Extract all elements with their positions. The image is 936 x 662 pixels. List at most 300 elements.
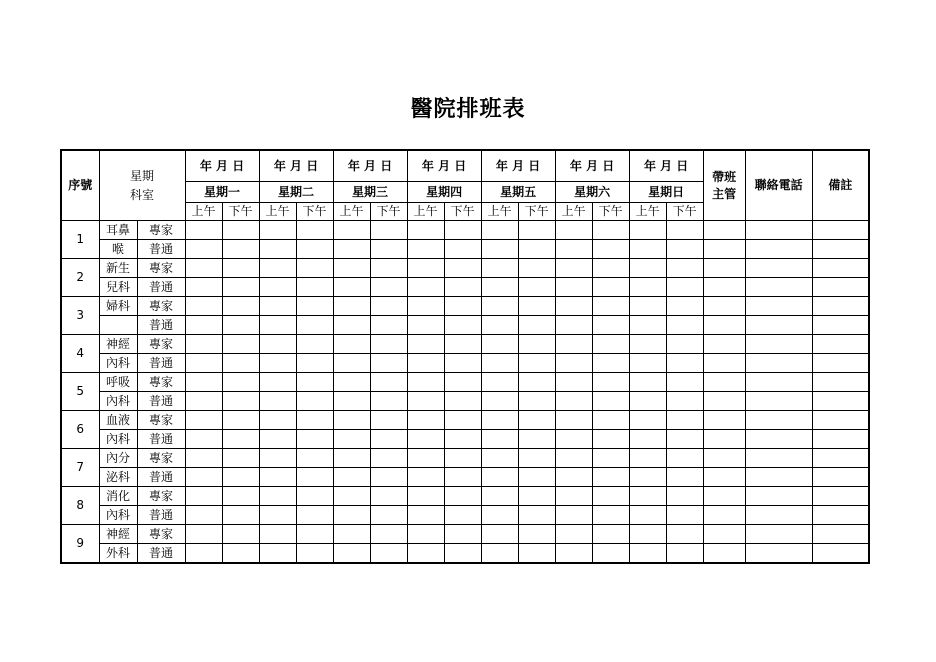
shift-cell[interactable] <box>185 354 222 373</box>
shift-cell[interactable] <box>666 506 703 525</box>
shift-cell[interactable] <box>259 297 296 316</box>
shift-cell[interactable] <box>666 278 703 297</box>
shift-cell[interactable] <box>481 411 518 430</box>
shift-cell[interactable] <box>222 316 259 335</box>
shift-cell[interactable] <box>555 278 592 297</box>
notes-cell[interactable] <box>812 468 869 487</box>
shift-cell[interactable] <box>333 449 370 468</box>
shift-cell[interactable] <box>259 278 296 297</box>
shift-cell[interactable] <box>629 506 666 525</box>
notes-cell[interactable] <box>812 259 869 278</box>
shift-cell[interactable] <box>555 468 592 487</box>
shift-cell[interactable] <box>407 411 444 430</box>
notes-cell[interactable] <box>812 373 869 392</box>
supervisor-cell[interactable] <box>703 392 745 411</box>
phone-cell[interactable] <box>745 449 812 468</box>
notes-cell[interactable] <box>812 221 869 240</box>
shift-cell[interactable] <box>592 259 629 278</box>
shift-cell[interactable] <box>185 525 222 544</box>
shift-cell[interactable] <box>444 297 481 316</box>
phone-cell[interactable] <box>745 221 812 240</box>
shift-cell[interactable] <box>592 544 629 564</box>
shift-cell[interactable] <box>592 354 629 373</box>
shift-cell[interactable] <box>259 430 296 449</box>
shift-cell[interactable] <box>518 335 555 354</box>
shift-cell[interactable] <box>370 525 407 544</box>
shift-cell[interactable] <box>185 373 222 392</box>
shift-cell[interactable] <box>259 468 296 487</box>
shift-cell[interactable] <box>333 506 370 525</box>
shift-cell[interactable] <box>370 259 407 278</box>
shift-cell[interactable] <box>407 278 444 297</box>
shift-cell[interactable] <box>592 392 629 411</box>
shift-cell[interactable] <box>481 221 518 240</box>
notes-cell[interactable] <box>812 297 869 316</box>
shift-cell[interactable] <box>518 316 555 335</box>
shift-cell[interactable] <box>518 506 555 525</box>
phone-cell[interactable] <box>745 354 812 373</box>
shift-cell[interactable] <box>481 525 518 544</box>
shift-cell[interactable] <box>666 297 703 316</box>
shift-cell[interactable] <box>333 240 370 259</box>
phone-cell[interactable] <box>745 240 812 259</box>
shift-cell[interactable] <box>666 221 703 240</box>
shift-cell[interactable] <box>629 221 666 240</box>
shift-cell[interactable] <box>666 316 703 335</box>
shift-cell[interactable] <box>666 468 703 487</box>
supervisor-cell[interactable] <box>703 316 745 335</box>
shift-cell[interactable] <box>259 316 296 335</box>
notes-cell[interactable] <box>812 316 869 335</box>
shift-cell[interactable] <box>518 544 555 564</box>
shift-cell[interactable] <box>296 525 333 544</box>
shift-cell[interactable] <box>259 544 296 564</box>
notes-cell[interactable] <box>812 335 869 354</box>
shift-cell[interactable] <box>629 240 666 259</box>
shift-cell[interactable] <box>666 544 703 564</box>
supervisor-cell[interactable] <box>703 259 745 278</box>
shift-cell[interactable] <box>370 449 407 468</box>
phone-cell[interactable] <box>745 430 812 449</box>
shift-cell[interactable] <box>296 259 333 278</box>
shift-cell[interactable] <box>222 392 259 411</box>
shift-cell[interactable] <box>592 240 629 259</box>
notes-cell[interactable] <box>812 487 869 506</box>
shift-cell[interactable] <box>481 449 518 468</box>
phone-cell[interactable] <box>745 525 812 544</box>
shift-cell[interactable] <box>481 430 518 449</box>
shift-cell[interactable] <box>296 506 333 525</box>
shift-cell[interactable] <box>444 259 481 278</box>
shift-cell[interactable] <box>592 506 629 525</box>
shift-cell[interactable] <box>222 259 259 278</box>
shift-cell[interactable] <box>185 449 222 468</box>
shift-cell[interactable] <box>259 373 296 392</box>
shift-cell[interactable] <box>629 525 666 544</box>
shift-cell[interactable] <box>555 373 592 392</box>
shift-cell[interactable] <box>555 430 592 449</box>
notes-cell[interactable] <box>812 392 869 411</box>
shift-cell[interactable] <box>444 240 481 259</box>
shift-cell[interactable] <box>259 449 296 468</box>
shift-cell[interactable] <box>555 525 592 544</box>
shift-cell[interactable] <box>259 240 296 259</box>
shift-cell[interactable] <box>222 278 259 297</box>
shift-cell[interactable] <box>333 544 370 564</box>
shift-cell[interactable] <box>666 411 703 430</box>
shift-cell[interactable] <box>481 506 518 525</box>
shift-cell[interactable] <box>592 468 629 487</box>
shift-cell[interactable] <box>222 487 259 506</box>
shift-cell[interactable] <box>333 487 370 506</box>
phone-cell[interactable] <box>745 544 812 564</box>
shift-cell[interactable] <box>555 259 592 278</box>
shift-cell[interactable] <box>481 487 518 506</box>
shift-cell[interactable] <box>555 411 592 430</box>
shift-cell[interactable] <box>222 411 259 430</box>
shift-cell[interactable] <box>555 240 592 259</box>
shift-cell[interactable] <box>296 487 333 506</box>
shift-cell[interactable] <box>407 316 444 335</box>
shift-cell[interactable] <box>444 449 481 468</box>
shift-cell[interactable] <box>259 221 296 240</box>
shift-cell[interactable] <box>592 221 629 240</box>
shift-cell[interactable] <box>259 487 296 506</box>
shift-cell[interactable] <box>333 525 370 544</box>
shift-cell[interactable] <box>629 373 666 392</box>
shift-cell[interactable] <box>185 468 222 487</box>
supervisor-cell[interactable] <box>703 278 745 297</box>
shift-cell[interactable] <box>555 354 592 373</box>
supervisor-cell[interactable] <box>703 240 745 259</box>
notes-cell[interactable] <box>812 278 869 297</box>
shift-cell[interactable] <box>296 411 333 430</box>
shift-cell[interactable] <box>444 525 481 544</box>
shift-cell[interactable] <box>407 506 444 525</box>
shift-cell[interactable] <box>481 335 518 354</box>
shift-cell[interactable] <box>185 221 222 240</box>
shift-cell[interactable] <box>333 373 370 392</box>
shift-cell[interactable] <box>222 430 259 449</box>
phone-cell[interactable] <box>745 373 812 392</box>
shift-cell[interactable] <box>518 278 555 297</box>
shift-cell[interactable] <box>481 316 518 335</box>
shift-cell[interactable] <box>629 487 666 506</box>
shift-cell[interactable] <box>444 430 481 449</box>
shift-cell[interactable] <box>333 468 370 487</box>
shift-cell[interactable] <box>555 221 592 240</box>
shift-cell[interactable] <box>333 278 370 297</box>
shift-cell[interactable] <box>592 373 629 392</box>
shift-cell[interactable] <box>370 354 407 373</box>
shift-cell[interactable] <box>333 335 370 354</box>
shift-cell[interactable] <box>481 259 518 278</box>
shift-cell[interactable] <box>518 430 555 449</box>
shift-cell[interactable] <box>555 449 592 468</box>
phone-cell[interactable] <box>745 278 812 297</box>
shift-cell[interactable] <box>592 335 629 354</box>
shift-cell[interactable] <box>481 278 518 297</box>
shift-cell[interactable] <box>555 316 592 335</box>
shift-cell[interactable] <box>629 449 666 468</box>
date-header[interactable]: 年 月 日 <box>407 150 481 182</box>
shift-cell[interactable] <box>407 487 444 506</box>
shift-cell[interactable] <box>185 544 222 564</box>
shift-cell[interactable] <box>370 335 407 354</box>
phone-cell[interactable] <box>745 506 812 525</box>
shift-cell[interactable] <box>185 392 222 411</box>
shift-cell[interactable] <box>222 468 259 487</box>
shift-cell[interactable] <box>666 259 703 278</box>
supervisor-cell[interactable] <box>703 430 745 449</box>
shift-cell[interactable] <box>407 335 444 354</box>
shift-cell[interactable] <box>185 278 222 297</box>
phone-cell[interactable] <box>745 411 812 430</box>
supervisor-cell[interactable] <box>703 525 745 544</box>
shift-cell[interactable] <box>629 259 666 278</box>
shift-cell[interactable] <box>666 525 703 544</box>
shift-cell[interactable] <box>407 240 444 259</box>
shift-cell[interactable] <box>407 544 444 564</box>
date-header[interactable]: 年 月 日 <box>259 150 333 182</box>
shift-cell[interactable] <box>444 316 481 335</box>
supervisor-cell[interactable] <box>703 354 745 373</box>
shift-cell[interactable] <box>407 449 444 468</box>
shift-cell[interactable] <box>296 354 333 373</box>
shift-cell[interactable] <box>296 468 333 487</box>
shift-cell[interactable] <box>444 354 481 373</box>
shift-cell[interactable] <box>222 373 259 392</box>
shift-cell[interactable] <box>518 297 555 316</box>
shift-cell[interactable] <box>555 297 592 316</box>
shift-cell[interactable] <box>518 411 555 430</box>
shift-cell[interactable] <box>259 411 296 430</box>
phone-cell[interactable] <box>745 316 812 335</box>
shift-cell[interactable] <box>185 297 222 316</box>
shift-cell[interactable] <box>555 506 592 525</box>
shift-cell[interactable] <box>666 430 703 449</box>
supervisor-cell[interactable] <box>703 297 745 316</box>
shift-cell[interactable] <box>296 316 333 335</box>
shift-cell[interactable] <box>407 259 444 278</box>
shift-cell[interactable] <box>222 354 259 373</box>
shift-cell[interactable] <box>629 316 666 335</box>
shift-cell[interactable] <box>370 544 407 564</box>
supervisor-cell[interactable] <box>703 221 745 240</box>
phone-cell[interactable] <box>745 468 812 487</box>
date-header[interactable]: 年 月 日 <box>185 150 259 182</box>
shift-cell[interactable] <box>333 297 370 316</box>
shift-cell[interactable] <box>592 430 629 449</box>
shift-cell[interactable] <box>666 392 703 411</box>
shift-cell[interactable] <box>296 544 333 564</box>
shift-cell[interactable] <box>518 259 555 278</box>
shift-cell[interactable] <box>222 506 259 525</box>
shift-cell[interactable] <box>444 221 481 240</box>
date-header[interactable]: 年 月 日 <box>555 150 629 182</box>
shift-cell[interactable] <box>370 373 407 392</box>
shift-cell[interactable] <box>185 411 222 430</box>
supervisor-cell[interactable] <box>703 506 745 525</box>
shift-cell[interactable] <box>407 221 444 240</box>
shift-cell[interactable] <box>222 335 259 354</box>
shift-cell[interactable] <box>666 335 703 354</box>
shift-cell[interactable] <box>444 335 481 354</box>
shift-cell[interactable] <box>481 354 518 373</box>
shift-cell[interactable] <box>222 525 259 544</box>
shift-cell[interactable] <box>555 544 592 564</box>
shift-cell[interactable] <box>222 221 259 240</box>
shift-cell[interactable] <box>370 392 407 411</box>
shift-cell[interactable] <box>518 468 555 487</box>
shift-cell[interactable] <box>370 278 407 297</box>
shift-cell[interactable] <box>185 487 222 506</box>
shift-cell[interactable] <box>555 487 592 506</box>
date-header[interactable]: 年 月 日 <box>481 150 555 182</box>
phone-cell[interactable] <box>745 335 812 354</box>
notes-cell[interactable] <box>812 506 869 525</box>
shift-cell[interactable] <box>296 392 333 411</box>
shift-cell[interactable] <box>259 392 296 411</box>
shift-cell[interactable] <box>333 354 370 373</box>
shift-cell[interactable] <box>518 354 555 373</box>
shift-cell[interactable] <box>407 430 444 449</box>
shift-cell[interactable] <box>592 449 629 468</box>
shift-cell[interactable] <box>222 240 259 259</box>
shift-cell[interactable] <box>222 449 259 468</box>
shift-cell[interactable] <box>259 335 296 354</box>
shift-cell[interactable] <box>370 468 407 487</box>
supervisor-cell[interactable] <box>703 468 745 487</box>
shift-cell[interactable] <box>407 468 444 487</box>
notes-cell[interactable] <box>812 240 869 259</box>
shift-cell[interactable] <box>333 316 370 335</box>
notes-cell[interactable] <box>812 354 869 373</box>
shift-cell[interactable] <box>407 392 444 411</box>
shift-cell[interactable] <box>518 392 555 411</box>
shift-cell[interactable] <box>370 297 407 316</box>
shift-cell[interactable] <box>222 544 259 564</box>
shift-cell[interactable] <box>407 525 444 544</box>
notes-cell[interactable] <box>812 544 869 564</box>
shift-cell[interactable] <box>518 487 555 506</box>
shift-cell[interactable] <box>629 335 666 354</box>
shift-cell[interactable] <box>333 392 370 411</box>
shift-cell[interactable] <box>185 259 222 278</box>
shift-cell[interactable] <box>296 221 333 240</box>
supervisor-cell[interactable] <box>703 411 745 430</box>
shift-cell[interactable] <box>518 525 555 544</box>
phone-cell[interactable] <box>745 259 812 278</box>
shift-cell[interactable] <box>407 297 444 316</box>
shift-cell[interactable] <box>592 411 629 430</box>
shift-cell[interactable] <box>444 544 481 564</box>
shift-cell[interactable] <box>444 373 481 392</box>
shift-cell[interactable] <box>370 411 407 430</box>
shift-cell[interactable] <box>592 525 629 544</box>
shift-cell[interactable] <box>259 259 296 278</box>
shift-cell[interactable] <box>222 297 259 316</box>
shift-cell[interactable] <box>444 468 481 487</box>
shift-cell[interactable] <box>666 449 703 468</box>
shift-cell[interactable] <box>666 373 703 392</box>
shift-cell[interactable] <box>259 506 296 525</box>
shift-cell[interactable] <box>296 430 333 449</box>
phone-cell[interactable] <box>745 297 812 316</box>
date-header[interactable]: 年 月 日 <box>333 150 407 182</box>
shift-cell[interactable] <box>592 278 629 297</box>
shift-cell[interactable] <box>555 335 592 354</box>
shift-cell[interactable] <box>333 430 370 449</box>
notes-cell[interactable] <box>812 411 869 430</box>
shift-cell[interactable] <box>444 411 481 430</box>
phone-cell[interactable] <box>745 487 812 506</box>
shift-cell[interactable] <box>370 430 407 449</box>
shift-cell[interactable] <box>481 240 518 259</box>
shift-cell[interactable] <box>370 221 407 240</box>
shift-cell[interactable] <box>629 297 666 316</box>
shift-cell[interactable] <box>296 278 333 297</box>
shift-cell[interactable] <box>666 354 703 373</box>
shift-cell[interactable] <box>185 240 222 259</box>
shift-cell[interactable] <box>518 373 555 392</box>
shift-cell[interactable] <box>444 278 481 297</box>
shift-cell[interactable] <box>629 278 666 297</box>
shift-cell[interactable] <box>444 392 481 411</box>
shift-cell[interactable] <box>629 411 666 430</box>
shift-cell[interactable] <box>555 392 592 411</box>
notes-cell[interactable] <box>812 430 869 449</box>
shift-cell[interactable] <box>407 373 444 392</box>
shift-cell[interactable] <box>481 392 518 411</box>
shift-cell[interactable] <box>407 354 444 373</box>
date-header[interactable]: 年 月 日 <box>629 150 703 182</box>
shift-cell[interactable] <box>296 297 333 316</box>
shift-cell[interactable] <box>370 487 407 506</box>
shift-cell[interactable] <box>592 487 629 506</box>
shift-cell[interactable] <box>481 468 518 487</box>
shift-cell[interactable] <box>481 373 518 392</box>
shift-cell[interactable] <box>296 335 333 354</box>
shift-cell[interactable] <box>444 506 481 525</box>
phone-cell[interactable] <box>745 392 812 411</box>
shift-cell[interactable] <box>370 316 407 335</box>
supervisor-cell[interactable] <box>703 373 745 392</box>
shift-cell[interactable] <box>592 297 629 316</box>
shift-cell[interactable] <box>518 240 555 259</box>
shift-cell[interactable] <box>629 468 666 487</box>
shift-cell[interactable] <box>259 354 296 373</box>
shift-cell[interactable] <box>185 506 222 525</box>
shift-cell[interactable] <box>185 335 222 354</box>
shift-cell[interactable] <box>333 259 370 278</box>
shift-cell[interactable] <box>185 430 222 449</box>
shift-cell[interactable] <box>296 240 333 259</box>
shift-cell[interactable] <box>481 297 518 316</box>
supervisor-cell[interactable] <box>703 544 745 564</box>
shift-cell[interactable] <box>185 316 222 335</box>
supervisor-cell[interactable] <box>703 335 745 354</box>
shift-cell[interactable] <box>518 221 555 240</box>
shift-cell[interactable] <box>629 392 666 411</box>
shift-cell[interactable] <box>296 449 333 468</box>
shift-cell[interactable] <box>629 430 666 449</box>
supervisor-cell[interactable] <box>703 449 745 468</box>
shift-cell[interactable] <box>666 487 703 506</box>
notes-cell[interactable] <box>812 525 869 544</box>
shift-cell[interactable] <box>518 449 555 468</box>
shift-cell[interactable] <box>370 506 407 525</box>
